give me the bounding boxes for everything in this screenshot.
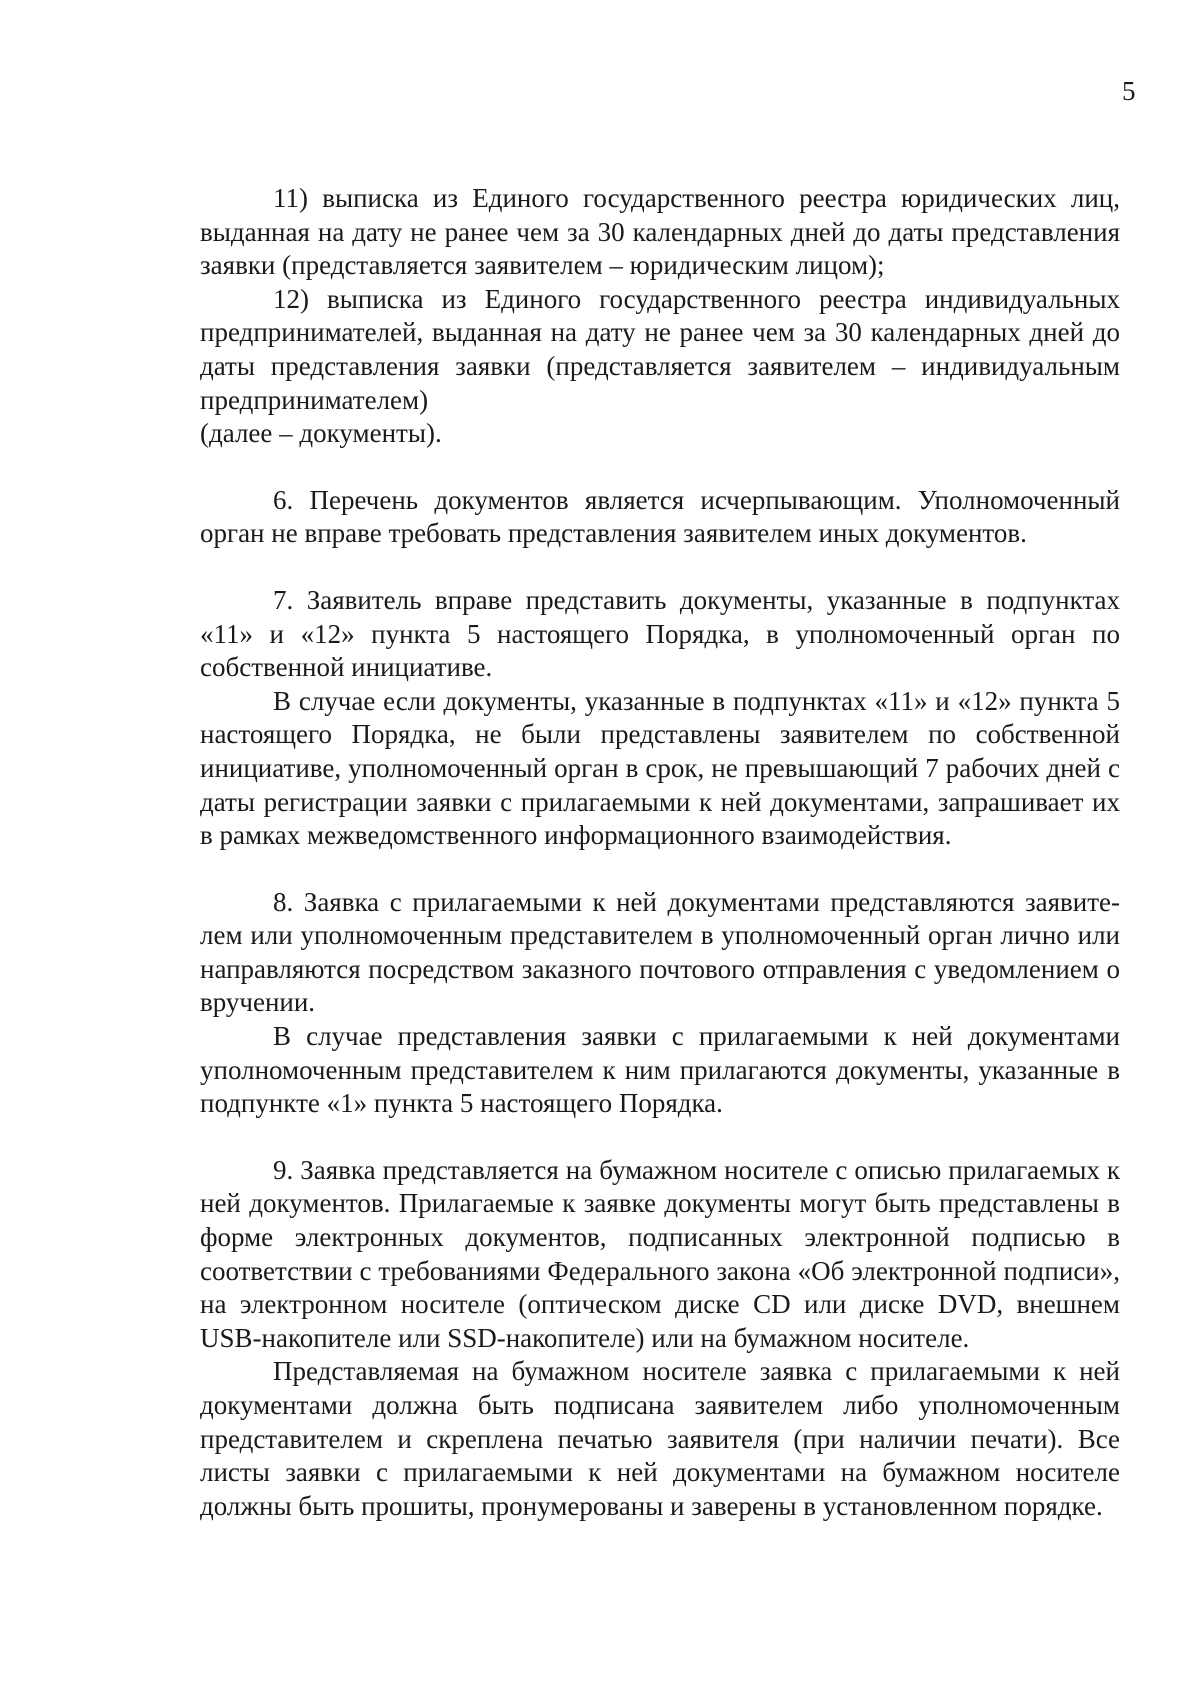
- paragraph-section-7-continued: В случае если документы, указанные в подпунктах «11» и «12» пункта 5 настоящего Порядка, не были представлены заявителем по собственной инициативе, уполномоченный орган в срок, не превышающий 7 рабочих дней с даты регистрации заявки с прилагаемыми к ней документами, запрашивает их в рамках межведомственного информационного взаимодействия.: [200, 685, 1120, 851]
- paragraph-section-8-continued: В случае представления заявки с прилагаемыми к ней документами уполномоченным представителем к ним прилагаются документы, указанные в подпункте «1» пункта 5 настоящего Порядка.: [200, 1021, 1120, 1119]
- page-number: 5: [1122, 76, 1136, 106]
- paragraph-section-8: 8. Заявка с прилагаемыми к ней документами представляются заявителем или уполномоченным представителем в уполномоченный орган лично или направляются посредством заказного почтового отправления с уведомлением о вручении.: [200, 886, 1120, 1018]
- paragraph-section-9-continued: Представляемая на бумажном носителе заявка с прилагаемыми к ней документами должна быть подписана заявителем либо уполномоченным представителем и скреплена печатью заявителя (при наличии печати). Все листы заявки с прилагаемыми к ней документами на бумажном носителе должны быть прошиты, пронумерованы и заверены в установленном порядке.: [200, 1356, 1120, 1521]
- document-body: [200, 182, 1120, 1523]
- paragraph-item-11: 11) выписка из Единого государственного реестра юридических лиц, выданная на дату не ранее чем за 30 календарных дней до даты представления заявки (представляется заявителем – юридическим лицом);: [200, 183, 1120, 281]
- paragraph-item-12: 12) выписка из Единого государственного реестра индивидуальных предпринимателей, выданная на дату не ранее чем за 30 календарных дней до даты представления заявки (представляется заявителем – индивидуальным предпринимателем): [200, 283, 1120, 415]
- paragraph-hereinafter-documents: (далее – документы).: [200, 418, 442, 449]
- paragraph-section-7: 7. Заявитель вправе представить документы, указанные в подпунктах «11» и «12» пункта 5 настоящего Порядка, в уполномоченный орган по собственной инициативе.: [200, 584, 1120, 683]
- paragraph-section-9: 9. Заявка представляется на бумажном носителе с описью прилагаемых к ней документов. Прилагаемые к заявке документы могут быть представлены в форме электронных документов, подписанных электронной подписью в соответствии с требованиями Федерального закона «Об электронной подписи», на электронном носителе (оптическом диске CD или диске DVD, внешнем USB-накопителе или SSD-накопителе) или на бумажном носителе.: [200, 1154, 1120, 1353]
- paragraph-section-6: 6. Перечень документов является исчерпывающим. Уполномоченный орган не вправе требовать представления заявителем иных документов.: [200, 484, 1120, 549]
